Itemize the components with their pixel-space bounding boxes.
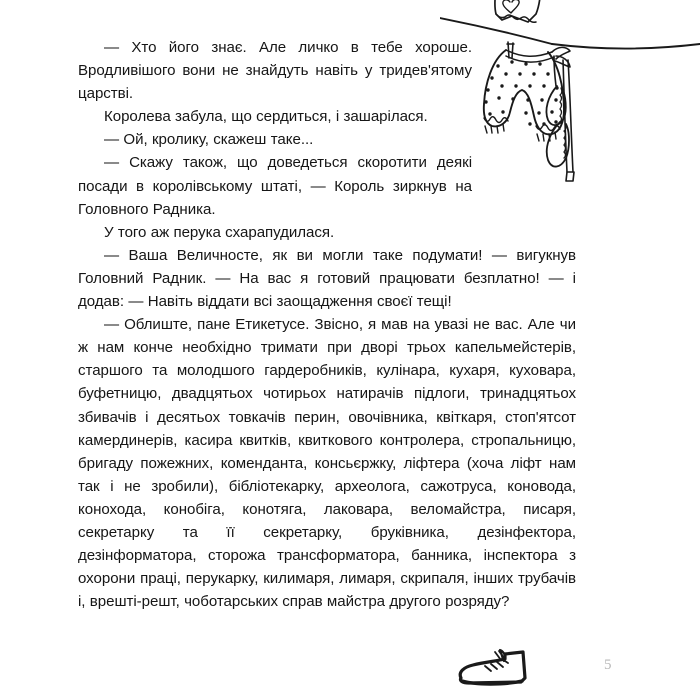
paragraph: Королева забула, що сердиться, і зашарілася. [104,108,428,126]
body-text-column [78,36,576,613]
paragraph: — Ваша Величносте, як ви могли таке подумати! — вигукнув Головний Радник. — На вас я готовий працювати безплатно! — і додав: — Навіть віддати всі заощадження своєї тещі! [78,246,576,311]
laced-boot-illustration [455,648,545,694]
heart-garment-cropped [495,0,540,22]
paragraph: — Облиште, пане Етикетусе. Звісно, я мав на увазі не вас. Але чи ж нам конче необхідно тримати при дворі трьох капельмейстерів, старшого та молодшого гардеробників, кулінара, кухаря, куховара, буфетницю, двадцятьох чотирьох натирачів підлоги, тринадцятьох збивачів і десятьох товкачів перин, овочівника, квіткаря, стоп'ятсот камердинерів, касира квитків, квиткового контролера, стропальницю, бригаду пожежних, коменданта, консьєржку, ліфтера (хоча ліфт нам так і не зробили), бібліотекарку, археолога, сажотруса, коновода, конохода, конобіга, конотяга, лаковара, веломайстра, писаря, секретарку та її секретарку, бруківника, дезінфектора, дезінформатора, сторожа трансформатора, банника, інспектора з охорони праці, перукарку, килимаря, лимаря, скрипаля, інших трубачів і, врешті-решт, чоботарських справ майстра другого розряду? [78,316,576,611]
illustration-text-wrap-shim [472,36,576,186]
page-number: 5 [604,657,612,673]
paragraph: — Хто його знає. Але личко в тебе хороше. Вродливішого вони не знайдуть навіть у тридев'ятому царстві. [78,39,472,103]
paragraph: — Скажу також, що доведеться скоротити деякі посади в королівському штаті, — Король зиркнув на Головного Радника. [78,154,472,218]
paragraph: У того аж перука схарапудилася. [104,223,335,241]
paragraph: — Ой, кролику, скажеш таке... [104,131,314,149]
